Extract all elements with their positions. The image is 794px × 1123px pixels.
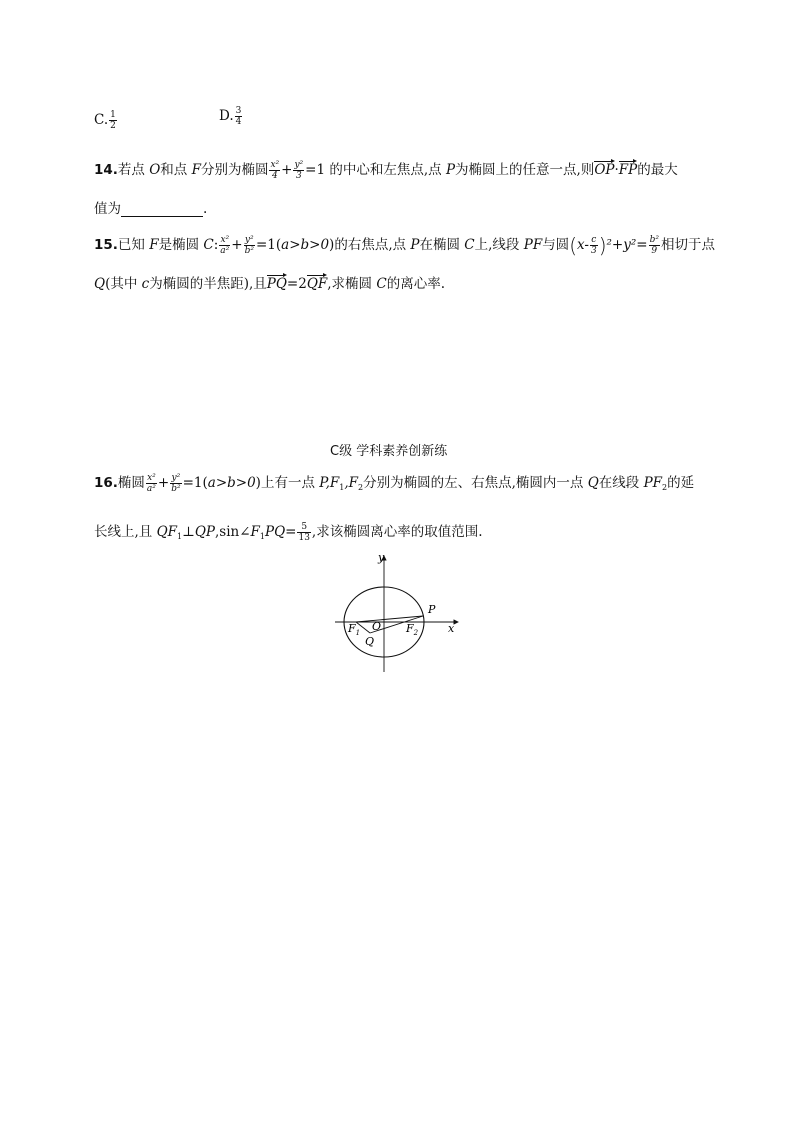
text: (其中 [105, 276, 142, 292]
fraction [146, 473, 157, 494]
text: ⊥ [182, 524, 195, 540]
text: =2 [286, 276, 307, 292]
option-d [219, 106, 243, 127]
var: PQ [265, 524, 286, 540]
label-f1-sub: 1 [355, 629, 361, 637]
label-y: y [378, 551, 385, 564]
var: C [203, 237, 214, 253]
text: =1( [182, 475, 208, 491]
var: Q [94, 276, 106, 292]
var: O [149, 162, 161, 178]
label-f2-letter: F [406, 622, 414, 635]
fraction-den: 9 [649, 245, 660, 256]
fraction-den: 2 [110, 121, 116, 131]
text: 是椭圆 [158, 237, 204, 253]
vector-pq: PQ [266, 276, 287, 292]
subscript: 2 [358, 483, 364, 492]
question-14-line2 [94, 197, 207, 217]
label-f1-letter: F [348, 622, 356, 635]
vector-fp: FP [618, 162, 638, 178]
var: C [464, 237, 475, 253]
text: =1( [255, 237, 282, 253]
fraction [293, 160, 304, 181]
var: F [149, 237, 159, 253]
var: P [445, 162, 456, 178]
text: 在椭圆 [419, 237, 465, 253]
text: 长线上,且 [94, 524, 157, 540]
text: 为椭圆上的任意一点,则 [455, 162, 595, 178]
text: + [231, 237, 243, 253]
label-f2 [405, 622, 419, 637]
question-16-line1 [94, 471, 694, 494]
text: )上有一点 [255, 475, 320, 491]
text: 在线段 [598, 475, 644, 491]
question-14-line1 [94, 158, 678, 181]
fraction-num: y² [171, 473, 181, 483]
question-number: 14. [94, 162, 118, 178]
text: ,求椭圆 [327, 276, 377, 292]
fraction [269, 160, 280, 181]
var: ²+y²= [606, 237, 648, 253]
text: ,求该椭圆离心率的取值范围. [311, 524, 483, 540]
fraction-num: 1 [110, 110, 116, 120]
label-o: O [372, 620, 382, 633]
text: 若点 [117, 162, 150, 178]
fraction-den: 4 [269, 170, 280, 181]
text: : [213, 237, 219, 253]
fraction-den: 3 [590, 246, 597, 256]
option-c-fraction [109, 110, 117, 131]
text: + [157, 475, 170, 491]
text: 分别为椭圆 [200, 162, 269, 178]
var: QF [156, 524, 178, 540]
var: F [191, 162, 201, 178]
option-d-label: D. [219, 108, 234, 124]
fraction-den: 3 [293, 170, 304, 181]
fraction [170, 473, 181, 494]
var: x- [577, 237, 589, 253]
option-c-label: C. [94, 112, 109, 128]
var: Q [587, 475, 599, 491]
label-q: Q [365, 635, 375, 648]
text: ,sin∠ [214, 524, 251, 540]
text: · [614, 162, 619, 178]
var: P [410, 237, 420, 253]
fraction-num: y² [244, 235, 254, 245]
fraction-den: a² [146, 484, 156, 494]
answer-blank[interactable] [121, 204, 203, 217]
fraction-num: x² [220, 235, 230, 245]
text: 的延 [667, 475, 695, 491]
subscript: 1 [339, 483, 345, 492]
fraction-num: 5 [301, 522, 308, 532]
var: PF [643, 475, 663, 491]
vector-op: OP [594, 162, 615, 178]
ellipse-figure [330, 550, 465, 675]
fraction-num: x² [270, 160, 280, 170]
var: a>b>0 [207, 475, 256, 491]
text: 为椭圆的半焦距),且 [149, 276, 267, 292]
fraction-num: b² [649, 235, 659, 245]
var: QP [194, 524, 215, 540]
text: 的最大 [637, 162, 678, 178]
text: + [281, 162, 293, 178]
text: 值为 [94, 201, 121, 217]
option-c [94, 110, 118, 131]
var: P,F [319, 475, 340, 491]
subscript: 1 [177, 532, 183, 541]
var: F [250, 524, 260, 540]
var: ,F [344, 475, 359, 491]
section-title: C级 学科素养创新练 [330, 444, 448, 459]
question-number: 16. [94, 475, 118, 491]
text: =1 的中心和左焦点,点 [305, 162, 446, 178]
fraction [244, 235, 255, 256]
fraction [297, 522, 310, 543]
left-paren: ( [569, 233, 577, 258]
var: c [141, 276, 150, 292]
fraction-den: 13 [298, 533, 310, 543]
fraction-den: 4 [235, 117, 242, 127]
text: 相切于点 [660, 237, 715, 253]
label-p: P [428, 603, 436, 616]
right-paren: ) [598, 233, 607, 258]
label-f2-sub: 2 [413, 629, 419, 637]
var: a>b>0 [281, 237, 330, 253]
fraction-den: b² [244, 246, 254, 256]
text: 和点 [160, 162, 192, 178]
vector-qf: QF [306, 276, 328, 292]
subscript: 2 [662, 483, 668, 492]
fraction-den: a² [220, 246, 230, 256]
text: 的离心率. [386, 276, 445, 292]
fraction-num: c [591, 235, 597, 245]
fraction [649, 235, 660, 256]
text: )的右焦点,点 [329, 237, 411, 253]
fraction [219, 235, 230, 256]
question-15-line2 [94, 272, 445, 292]
label-x: x [448, 622, 455, 635]
subscript: 1 [259, 532, 265, 541]
question-16-line2 [94, 520, 483, 543]
text: 与圆 [542, 237, 570, 253]
fraction [590, 235, 598, 256]
question-15-line1 [94, 233, 715, 258]
text: 分别为椭圆的左、右焦点,椭圆内一点 [363, 475, 588, 491]
text: 已知 [117, 237, 150, 253]
text: 上,线段 [474, 237, 524, 253]
text: . [203, 201, 208, 217]
fraction-num: x² [147, 473, 156, 483]
question-number: 15. [94, 237, 118, 253]
var: C [376, 276, 387, 292]
text: 椭圆 [117, 475, 145, 491]
fraction-den: b² [171, 484, 181, 494]
fraction-num: y² [294, 160, 304, 170]
fraction-num: 3 [235, 106, 242, 116]
option-d-fraction [235, 106, 243, 127]
var: PF [523, 237, 543, 253]
text: = [285, 524, 297, 540]
